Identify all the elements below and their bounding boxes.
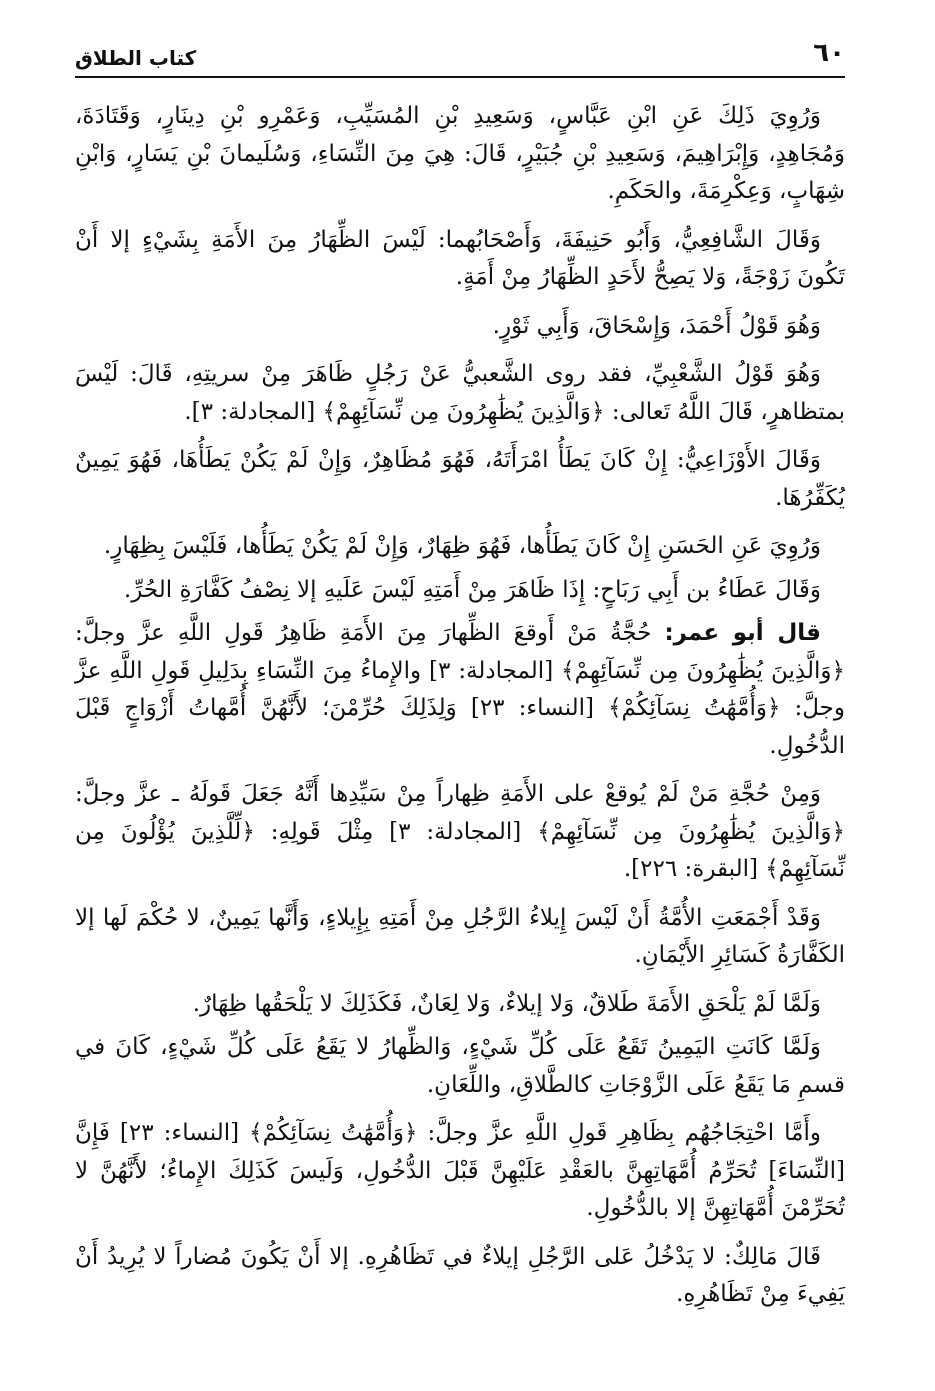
paragraph-text: حُجَّةُ مَنْ أَوقعَ الظِّهارَ مِنَ الأَمَةِ ظَاهِرُ قَولِ اللَّهِ عزَّ وجلَّ: ﴿وَالَّذِينَ يُظَٰهِرُونَ مِن نِّسَآئِهِمْ﴾ [المجادلة: ٣] والإِماءُ مِنَ النِّسَاءِ بِدَلِيلِ قَولِ اللَّهِ عزَّ وجلَّ: ﴿وَأُمَّهَٰتُ نِسَآئِكُمْ﴾ [النساء: ٢٣] وَلِذَلِكَ حُرِّمْنَ؛ لأَنَّهُنَّ أُمَّهاتُ أَزْوَاجٍ قَبْلَ الدُّخُولِ. xyxy=(75,620,845,759)
paragraph: وَمِنْ حُجَّةِ مَنْ لَمْ يُوقعْ على الأَمَةِ ظِهاراً مِنْ سَيِّدِها أَنَّهُ جَعَلَ قَولَهُ ـ عزَّ وجلَّ: ﴿وَالَّذِينَ يُظَٰهِرُونَ مِن نِّسَآئِهِمْ﴾ [المجادلة: ٣] مِثْلَ قَولِهِ: ﴿لِّلَّذِينَ يُؤْلُونَ مِن نِّسَآئِهِمْ﴾ [البقرة: ٢٢٦]. xyxy=(75,781,845,882)
page-number: ٦٠ xyxy=(813,38,845,68)
paragraph: وَقَالَ الأَوْزَاعِيُّ: إِنْ كَانَ يَطَأُ امْرَأَتَهُ، فَهُوَ مُظَاهِرٌ، وَإِنْ لَمْ يَكُنْ يَطَأُهَا، فَهُوَ يَمِينٌ يُكَفِّرُهَا. xyxy=(75,447,845,511)
paragraph: وأَمَّا احْتِجَاجُهُم بِظَاهِرِ قَولِ اللَّهِ عزَّ وجلَّ: ﴿وَأُمَّهَٰتُ نِسَآئِكُمْ﴾ [النساء: ٢٣] فَإِنَّ [النِّسَاءَ] تُحَرِّمُ أُمَّهَاتِهِنَّ بالعَقْدِ عَلَيْهِنَّ قَبْلَ الدُّخُولِ، وَلَيسَ كَذَلِكَ الإِماءُ؛ لأَنَّهُنَّ لا تُحَرِّمْنَ أُمَّهَاتِهِنَّ إلا بالدُّخُولِ. xyxy=(75,1120,845,1221)
paragraph: وَلَمَّا لَمْ يَلْحَقِ الأَمَةَ طَلاقٌ، وَلا إيلاءٌ، وَلا لِعَانٌ، فَكَذَلِكَ لا يَلْحَقُها ظِهَارٌ. xyxy=(192,990,821,1017)
paragraph: وَقَالَ عَطَاءُ بن أَبِي رَبَاحٍ: إِذَا ظَاهَرَ مِنْ أَمَتِهِ لَيْسَ عَلَيهِ إلا نِصْفُ كَفَّارَةِ الحُرِّ. xyxy=(123,576,821,603)
paragraph: وَرُوِيَ ذَلِكَ عَنِ ابْنِ عَبَّاسٍ، وَسَعِيدِ بْنِ المُسَيِّبِ، وَعَمْرِو بْنِ دِينَارٍ، وَقَتَادَةَ، وَمُجَاهِدٍ، وَإِبْرَاهِيمَ، وَسَعِيدِ بْنِ جُبَيْرٍ، قَالَ: هِيَ مِنَ النِّسَاءِ، وَسُلَيمانَ بْنِ يَسَارٍ، وَابْنِ شِهَابٍ، وَعِكْرِمَةَ، والحَكَمِ. xyxy=(75,103,845,204)
paragraph: وَرُوِيَ عَنِ الحَسَنِ إِنْ كَانَ يَطَأُها، فَهُوَ ظِهَارٌ، وَإِنْ لَمْ يَكُنْ يَطَأُها، فَلَيْسَ بِظِهَارٍ. xyxy=(103,533,821,559)
paragraph: وَلَمَّا كَانَتِ اليَمِينُ تَقَعُ عَلَى كُلِّ شَيْءٍ، وَالظِّهارُ لا يَقَعُ عَلَى كُلِّ شَيْءٍ، كَانَ في قسمِ مَا يَقَعُ عَلَى الزَّوْجَاتِ كالطَّلاقِ، واللِّعَانِ. xyxy=(75,1034,845,1098)
paragraph: وَهُوَ قَوْلُ أَحْمَدَ، وَإِسْحَاقَ، وَأَبِي ثَوْرٍ. xyxy=(492,312,821,339)
paragraph: وَهُوَ قَوْلُ الشَّعْبِيِّ، فقد روى الشَّعبيُّ عَنْ رَجُلٍ ظَاهَرَ مِنْ سريتِهِ، قَالَ: لَيْسَ بمتظاهرٍ، قَالَ اللَّهُ تَعالى: ﴿وَالَّذِينَ يُظَٰهِرُونَ مِن نِّسَآئِهِمْ﴾ [المجادلة: ٣]. xyxy=(75,361,845,425)
paragraph: قَالَ مَالِكٌ: لا يَدْخُلُ عَلى الرَّجُلِ إيلاءٌ في تَظَاهُرِهِ. إلا أَنْ يَكُونَ مُضاراً لا يُرِيدُ أَنْ يَفِيءَ مِنْ تَظَاهُرِهِ. xyxy=(75,1243,845,1307)
paragraph xyxy=(75,615,845,765)
header-rule xyxy=(75,76,845,78)
paragraph: وَقَالَ الشَّافِعِيُّ، وَأَبُو حَنِيفَةَ، وَأَصْحَابُهما: لَيْسَ الظِّهَارُ مِنَ الأَمَةِ بِشَيْءٍ إلا أَنْ تَكُونَ زَوْجَةً، وَلا يَصِحُّ لأَحَدٍ الظِّهَارُ مِنْ أَمَةٍ. xyxy=(75,226,845,290)
paragraph: وَقَدْ أَجْمَعَتِ الأُمَّةُ أَنْ لَيْسَ إِيلاءُ الرَّجُلِ مِنْ أَمَتِهِ بِإِيلاءٍ، وَأَنَّها يَمِينٌ، لا حُكْمَ لَها إلا الكَفَّارَةُ كَسَائِرِ الأَيْمَانِ. xyxy=(75,904,845,968)
speaker-label: قال أبو عمر: xyxy=(664,620,821,646)
running-title: كتاب الطلاق xyxy=(75,46,197,70)
page-body xyxy=(75,98,845,1325)
page-header xyxy=(75,38,845,78)
